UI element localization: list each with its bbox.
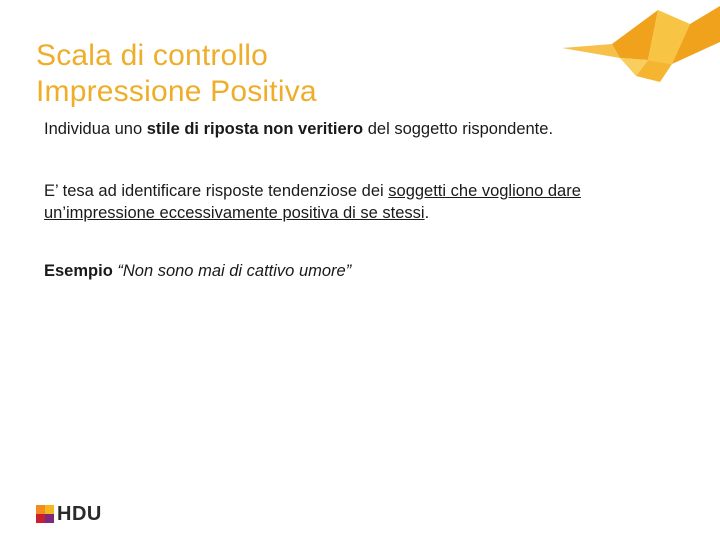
p1-text-start: Individua uno (44, 120, 147, 138)
origami-bird-decoration (560, 4, 720, 88)
paragraph-example (44, 260, 684, 282)
paragraph-definition (44, 118, 684, 140)
hdu-logo-mark-icon (36, 505, 54, 523)
title-line-2: Impressione Positiva (36, 75, 317, 109)
hdu-logo (36, 504, 102, 524)
example-label: Esempio (44, 262, 118, 280)
p1-text-end: del soggetto rispondente. (363, 120, 554, 138)
hdu-logo-text: HDU (57, 502, 102, 525)
title-line-1: Scala di controllo (36, 39, 269, 73)
p2-underlined-text: soggetti che vogliono dare un’impressione eccessivamente positiva di se stessi (44, 182, 581, 222)
p2-text-end: . (424, 204, 430, 222)
p1-bold-text: stile di riposta non veritiero (146, 120, 364, 138)
slide-title (36, 38, 536, 110)
example-quote: “Non sono mai di cattivo umore” (117, 262, 352, 280)
paragraph-purpose (44, 180, 684, 224)
p2-text-start: E’ tesa ad identificare risposte tendenziose dei (44, 182, 389, 200)
